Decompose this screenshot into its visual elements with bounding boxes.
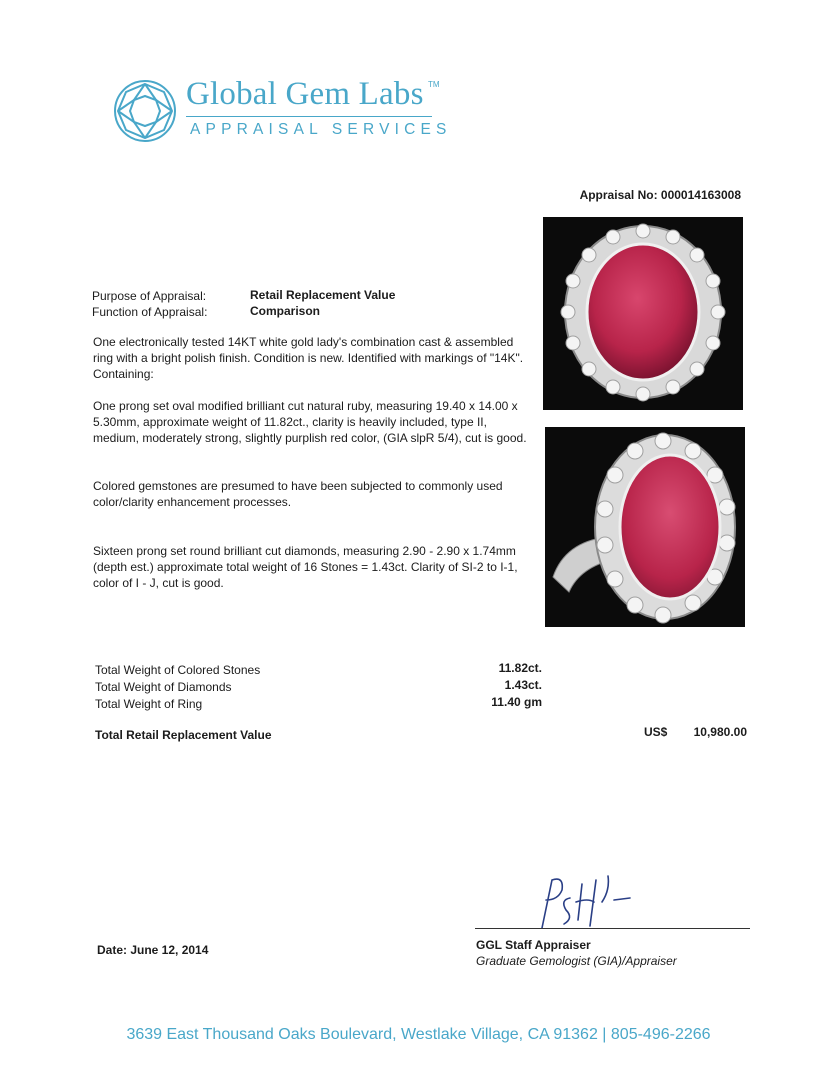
total-colored-label: Total Weight of Colored Stones: [95, 663, 261, 677]
description-enhancement: Colored gemstones are presumed to have been subjected to commonly used color/clarity enhancement processes.: [93, 479, 503, 509]
description-ruby: One prong set oval modified brilliant cut natural ruby, measuring 19.40 x 14.00 x 5.30mm, approximate weight of 11.82ct., clarity is heavily included, type II, medium, moderately strong, slightly purplish red color, (GIA slpR 5/4), cut is good.: [93, 399, 527, 445]
ring-side-photo: [545, 427, 745, 627]
retail-amount: 10,980.00: [693, 725, 747, 739]
appraisal-date: Date: June 12, 2014: [97, 943, 209, 957]
total-diamonds-label: Total Weight of Diamonds: [95, 680, 232, 694]
appraiser-credential: Graduate Gemologist (GIA)/Appraiser: [476, 954, 677, 968]
function-label: Function of Appraisal:: [92, 305, 208, 319]
total-diamonds-value: 1.43ct.: [504, 678, 542, 692]
ring-top-photo: [543, 217, 743, 410]
company-name: Global Gem Labs: [186, 76, 424, 112]
appraiser-signature: [530, 870, 640, 930]
description-diamonds: Sixteen prong set round brilliant cut diamonds, measuring 2.90 - 2.90 x 1.74mm (depth est.) approximate total weight of 16 Stones = 1.43ct. Clarity of SI-2 to I-1, color of I - J, cut is good.: [93, 544, 518, 590]
logo-divider: [186, 116, 432, 117]
total-colored-value: 11.82ct.: [498, 661, 542, 675]
appraiser-title: GGL Staff Appraiser: [476, 938, 591, 952]
footer-address: 3639 East Thousand Oaks Boulevard, Westlake Village, CA 91362 | 805-496-2266: [126, 1026, 711, 1043]
appraisal-number: Appraisal No: 000014163008: [579, 188, 741, 202]
purpose-label: Purpose of Appraisal:: [92, 289, 207, 303]
retail-currency: US$: [644, 725, 668, 739]
diamond-logo-icon: [112, 78, 178, 144]
function-value: Comparison: [250, 304, 321, 318]
total-ring-value: 11.40 gm: [491, 695, 542, 709]
purpose-value: Retail Replacement Value: [250, 288, 396, 302]
description-ring: One electronically tested 14KT white gold lady's combination cast & assembled ring with a bright polish finish. Condition is new. Identified with markings of "14K". Containing:: [93, 335, 524, 381]
signature-line: [475, 928, 750, 929]
company-subtitle: APPRAISAL SERVICES: [190, 121, 452, 138]
total-ring-label: Total Weight of Ring: [95, 697, 203, 711]
retail-value-label: Total Retail Replacement Value: [95, 728, 272, 742]
trademark: TM: [428, 80, 440, 89]
